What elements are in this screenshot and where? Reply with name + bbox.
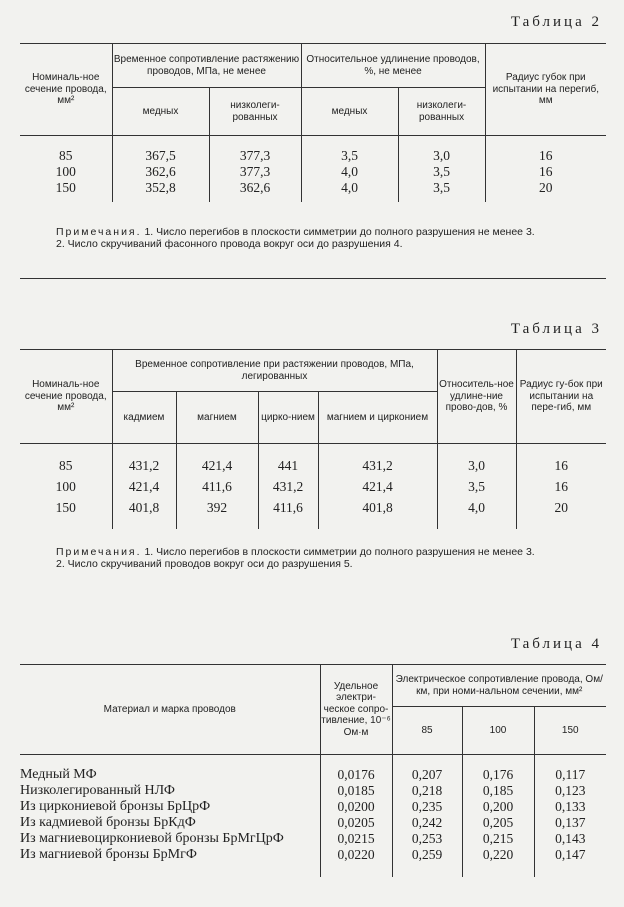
t2-note1: 1. Число перегибов в плоскости симметрии до полного разрушения не менее 3. [144, 226, 535, 238]
table-row [20, 498, 606, 519]
t2-header-elong-lowalloy: низколеги-рованных [398, 88, 485, 136]
t4-r5-c3: 0,220 [462, 847, 534, 863]
t4-header-resistivity: Удельное электри-ческое сопро-тивление, 10⁻⁶ Ом·м [320, 665, 392, 755]
table3 [20, 349, 606, 529]
table-row [20, 148, 606, 164]
t3-header-section: Номиналь-ное сечение провода, мм² [24, 379, 107, 414]
t2-r1-c4: 3,5 [398, 164, 485, 180]
table3-caption: Таблица 3 [510, 321, 602, 337]
t4-r4-c4: 0,143 [534, 831, 606, 847]
t3-r2-c6: 20 [516, 498, 606, 519]
t4-r5-c2: 0,259 [392, 847, 462, 863]
t4-r1-c4: 0,123 [534, 783, 606, 799]
t3-r1-c3: 431,2 [258, 477, 318, 498]
table2-caption: Таблица 2 [510, 14, 602, 30]
t3-r0-c0: 85 [59, 458, 73, 473]
t4-r3-c2: 0,242 [392, 815, 462, 831]
t3-r1-c6: 16 [516, 477, 606, 498]
table4 [20, 664, 606, 877]
t4-r0-c2: 0,207 [392, 767, 462, 783]
t3-header-mg-zr: магнием и цирконием [318, 392, 437, 444]
table2-bottom-rule [20, 278, 606, 279]
t2-r1-c0: 100 [55, 163, 76, 179]
t4-r2-c2: 0,235 [392, 799, 462, 815]
t4-r4-c2: 0,253 [392, 831, 462, 847]
t2-header-elong-copper: медных [301, 88, 398, 136]
table-row [20, 847, 606, 863]
t2-r0-c2: 377,3 [209, 148, 301, 164]
t2-r0-c0: 85 [59, 147, 73, 163]
t4-r5-material: Из магниевой бронзы БрМгФ [20, 846, 197, 862]
t4-r3-c4: 0,137 [534, 815, 606, 831]
t4-header-resistance: Электрическое сопротивление провода, Ом/км, при номи-нальном сечении, мм² [392, 665, 606, 707]
table-row [20, 799, 606, 815]
t4-header-s100: 100 [462, 707, 534, 755]
table-row [20, 477, 606, 498]
t3-r0-c2: 421,4 [176, 456, 258, 477]
table4-caption: Таблица 4 [510, 636, 602, 652]
t2-note2: 2. Число скручиваний фасонного провода вокруг оси до разрушения 4. [56, 238, 403, 250]
t3-note1: 1. Число перегибов в плоскости симметрии до полного разрушения не менее 3. [144, 546, 535, 558]
t3-header-elongation: Относитель-ное удлине-ние прово-дов, % [437, 350, 516, 444]
t3-r2-c2: 392 [176, 498, 258, 519]
t2-r2-c5: 20 [485, 180, 606, 196]
t4-r2-material: Из циркониевой бронзы БрЦрФ [20, 798, 211, 814]
t3-header-cadmium: кадмием [112, 392, 176, 444]
t3-r2-c3: 411,6 [258, 498, 318, 519]
t2-header-section: Номиналь-ное сечение провода, мм² [24, 72, 107, 107]
t2-r2-c2: 362,6 [209, 180, 301, 196]
table-row [20, 815, 606, 831]
t3-notes-label: Примечания. [56, 546, 142, 558]
t2-header-radius: Радиус губок при испытании на перегиб, мм [485, 44, 606, 136]
t4-r1-c3: 0,185 [462, 783, 534, 799]
t3-header-magnesium: магнием [176, 392, 258, 444]
t2-r2-c1: 352,8 [112, 180, 209, 196]
t3-r1-c1: 421,4 [112, 477, 176, 498]
t3-r2-c5: 4,0 [437, 498, 516, 519]
t4-header-s85: 85 [392, 707, 462, 755]
t3-r0-c3: 441 [258, 456, 318, 477]
t2-notes-label: Примечания. [56, 226, 142, 238]
table-row [20, 831, 606, 847]
t3-r0-c5: 3,0 [437, 456, 516, 477]
t3-r1-c2: 411,6 [176, 477, 258, 498]
t4-r0-c1: 0,0176 [320, 767, 392, 783]
t3-note2: 2. Число скручиваний проводов вокруг оси до разрушения 5. [56, 558, 353, 570]
t2-r1-c2: 377,3 [209, 164, 301, 180]
t4-r2-c4: 0,133 [534, 799, 606, 815]
t4-r0-c4: 0,117 [534, 767, 606, 783]
t2-r2-c4: 3,5 [398, 180, 485, 196]
t4-r5-c1: 0,0220 [320, 847, 392, 863]
t3-header-radius: Радиус гу-бок при испытании на пере-гиб, мм [516, 350, 606, 444]
t4-r3-c3: 0,205 [462, 815, 534, 831]
t4-r4-c1: 0,0215 [320, 831, 392, 847]
table-row [20, 783, 606, 799]
t3-r0-c4: 431,2 [318, 456, 437, 477]
table-row [20, 456, 606, 477]
t2-header-elongation: Относительное удлинение проводов, %, не менее [301, 44, 485, 88]
t2-r2-c3: 4,0 [301, 180, 398, 196]
t2-header-strength: Временное сопротивление растяжению проводов, МПа, не менее [112, 44, 301, 88]
t2-header-strength-copper: медных [112, 88, 209, 136]
table3-notes [20, 546, 606, 570]
t4-r1-material: Низколегированный НЛФ [20, 782, 175, 798]
t4-r4-material: Из магниевоциркониевой бронзы БрМгЦрФ [20, 830, 284, 846]
t4-r0-material: Медный МФ [20, 766, 97, 782]
t4-r4-c3: 0,215 [462, 831, 534, 847]
t2-r0-c3: 3,5 [301, 148, 398, 164]
t3-r0-c6: 16 [516, 456, 606, 477]
t3-r1-c4: 421,4 [318, 477, 437, 498]
t4-r0-c3: 0,176 [462, 767, 534, 783]
t4-r3-c1: 0,0205 [320, 815, 392, 831]
t2-r2-c0: 150 [55, 179, 76, 195]
t3-r1-c5: 3,5 [437, 477, 516, 498]
t3-r2-c1: 401,8 [112, 498, 176, 519]
t3-header-zirconium: цирко-нием [258, 392, 318, 444]
t3-r0-c1: 431,2 [112, 456, 176, 477]
t4-header-s150: 150 [534, 707, 606, 755]
t4-r2-c3: 0,200 [462, 799, 534, 815]
t2-r1-c1: 362,6 [112, 164, 209, 180]
t2-r0-c4: 3,0 [398, 148, 485, 164]
t3-header-strength: Временное сопротивление при растяжении проводов, МПа, легированных [112, 350, 437, 392]
t4-r1-c1: 0,0185 [320, 783, 392, 799]
t4-r2-c1: 0,0200 [320, 799, 392, 815]
t2-r1-c3: 4,0 [301, 164, 398, 180]
t2-r0-c5: 16 [485, 148, 606, 164]
t2-r1-c5: 16 [485, 164, 606, 180]
t4-r3-material: Из кадмиевой бронзы БрКдФ [20, 814, 196, 830]
t3-r2-c4: 401,8 [318, 498, 437, 519]
t4-r1-c2: 0,218 [392, 783, 462, 799]
t3-r2-c0: 150 [55, 500, 76, 515]
t2-r0-c1: 367,5 [112, 148, 209, 164]
t2-header-strength-lowalloy: низколеги-рованных [209, 88, 301, 136]
t4-header-material: Материал и марка проводов [103, 703, 236, 715]
table2-notes [20, 226, 606, 250]
t4-r5-c4: 0,147 [534, 847, 606, 863]
table-row [20, 767, 606, 783]
table2 [20, 43, 606, 202]
t3-r1-c0: 100 [55, 479, 76, 494]
table-row [20, 180, 606, 196]
table-row [20, 164, 606, 180]
